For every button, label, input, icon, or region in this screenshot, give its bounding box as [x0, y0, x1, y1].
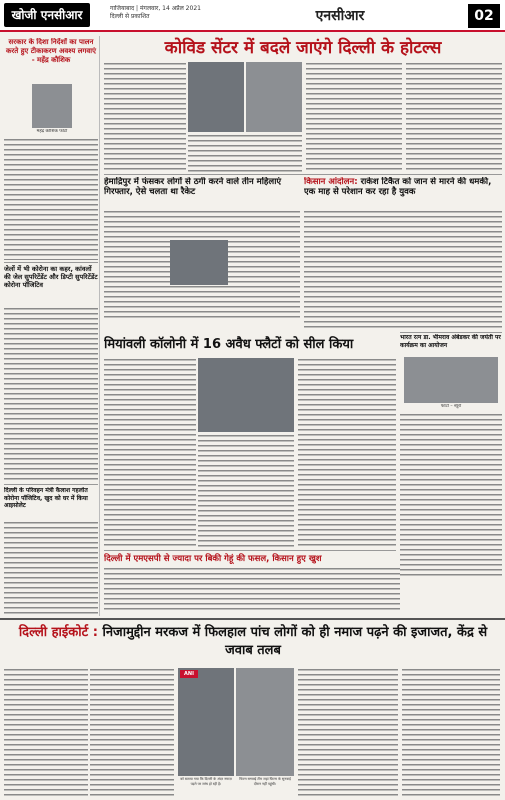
court-photo-caption-1: को बताया गया कि दिल्ली के अंदर नमाज़ पढ़ने पर जांच हो रही है।	[180, 777, 232, 786]
tikait-headline-red: किसान आंदोलन:	[304, 177, 358, 187]
court-headline-red: दिल्ली हाईकोर्ट :	[18, 625, 98, 640]
court-body-col-1	[4, 668, 88, 798]
wheat-body	[104, 567, 400, 612]
lead-body-col-3	[406, 62, 502, 172]
sidebar-third-headline: दिल्ली के परिवहन मंत्री कैलाश गहलोत कोरोना पॉजिटिव, खुद को घर में किया आइसोलेट	[4, 487, 88, 509]
date-line	[110, 5, 260, 27]
lead-body-col-1	[104, 62, 186, 172]
lead-photo-caption	[188, 134, 302, 172]
court-body-col-2	[90, 668, 174, 798]
lead-headline: कोविड सेंटर में बदले जाएंगे दिल्ली के होटल्स	[164, 38, 442, 58]
lead-photo-1	[188, 62, 244, 132]
court-photo-2	[236, 668, 294, 776]
court-body-col-3	[298, 668, 398, 798]
fraud-story-photo	[170, 240, 228, 285]
sidebar-column	[2, 36, 100, 616]
ambedkar-headline: भारत रत्न डा. भीमराव अंबेडकर की जयंती पर कार्यक्रम का आयोजन	[400, 334, 501, 349]
date-line-1: गाजियाबाद | मंगलवार, 14 अप्रैल 2021	[110, 5, 201, 12]
colony-body-mid	[198, 434, 294, 548]
divider	[4, 484, 98, 485]
court-headline-rest: निजामुद्दीन मरकज में फिलहाल पांच लोगों को ही नमाज पढ़ने की इजाजत, केंद्र से जवाब तलब	[102, 625, 488, 658]
court-photo-caption-2: फिल्म सच्चाई टीम जहां फिल्म के सुनवाई दौरान नहीं पहुंची।	[239, 777, 291, 786]
bottom-banner	[0, 618, 505, 800]
divider	[104, 174, 502, 175]
court-body-col-4	[402, 668, 500, 798]
sidebar-body-text-3	[4, 521, 98, 614]
date-line-2: दिल्ली से प्रकाशित	[110, 13, 150, 20]
tikait-headline-rest: राकेश टिकैत को जान से मारने की धमकी, एक माह से परेशान कर रहा है युवक	[304, 177, 492, 197]
fraud-story-headline: हेमाद्रिपुर में फंसकर लोगों से ठगी करने वाले तीन महिलाएं गिरफ्तार, ऐसे चलता था रैकेट	[104, 177, 282, 197]
tikait-body	[304, 210, 502, 330]
colony-photo	[198, 358, 294, 432]
ambedkar-photo-caption: फोटो – ब्यूरो	[440, 404, 462, 409]
ambedkar-photo	[404, 357, 498, 403]
divider	[4, 262, 98, 263]
sidebar-second-headline: जेलों में भी कोरोना का कहर, कांवलों की जेल सुपरिटेंडेंट और डिप्टी सुपरिटेंडेंट कोरोना पॉजिटिव	[4, 265, 98, 289]
divider	[104, 550, 396, 551]
lead-body-col-2	[306, 62, 402, 172]
section-name: एनसीआर	[315, 8, 365, 24]
colony-body-right	[298, 358, 396, 548]
tikait-headline	[304, 177, 502, 207]
divider	[400, 332, 502, 333]
sidebar-body-text-2	[4, 307, 98, 482]
sidebar-photo-caption: महेंद्र कौशिक फोटो	[36, 129, 68, 134]
colony-headline: मियांवली कॉलोनी में 16 अवैध फ्लैटों को सील किया	[104, 337, 354, 352]
masthead	[0, 0, 505, 32]
sidebar-body-text-1	[4, 138, 98, 260]
wheat-headline: दिल्ली में एमएसपी से ज्यादा पर बिकी गेहूं की फसल, किसान हुए खुश	[104, 554, 322, 564]
court-photo-1	[178, 668, 234, 776]
colony-body-left	[104, 358, 196, 548]
court-headline	[8, 624, 498, 664]
ani-tag: ANI	[180, 670, 198, 678]
newspaper-logo: खोजी एनसीआर	[4, 3, 90, 27]
page-number: 02	[468, 4, 500, 28]
sidebar-headline: सरकार के दिशा निर्देशों का पालन करते हुए टीकाकरण अवश्य लगवाएं - महेंद्र कौशिक	[6, 38, 96, 64]
sidebar-photo	[32, 84, 72, 128]
lead-photo-2	[246, 62, 302, 132]
